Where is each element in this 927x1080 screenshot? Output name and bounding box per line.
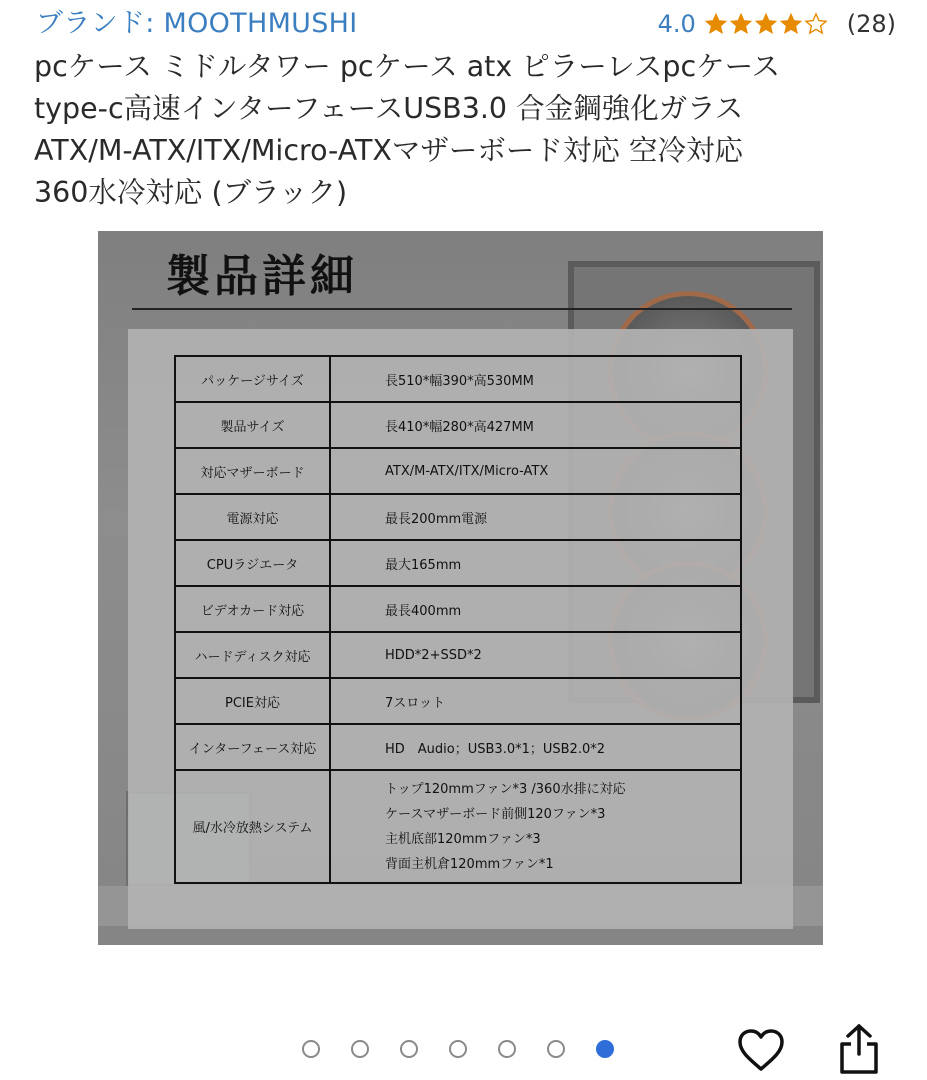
favorite-button[interactable]: [736, 1027, 786, 1073]
star-rating: [704, 12, 829, 36]
title-line: ATX/M-ATX/ITX/Micro-ATXマザーボード対応 空冷対応: [34, 134, 743, 167]
spec-value: HDD*2+SSD*2: [330, 632, 741, 678]
table-row: [175, 586, 741, 632]
table-row: [175, 494, 741, 540]
review-count[interactable]: (28): [846, 10, 896, 38]
spec-value-line: 背面主机倉120mmファン*1: [385, 856, 554, 872]
carousel-dot[interactable]: [302, 1040, 320, 1058]
title-line: pcケース ミドルタワー pcケース atx ピラーレスpcケース: [34, 50, 781, 83]
carousel-dot[interactable]: [400, 1040, 418, 1058]
spec-value-line: ケースマザーボード前側120ファン*3: [385, 806, 606, 822]
carousel-dot[interactable]: [498, 1040, 516, 1058]
spec-label: ビデオカード対応: [175, 586, 330, 632]
spec-value: 最長400mm: [330, 586, 741, 632]
carousel-dot[interactable]: [449, 1040, 467, 1058]
spec-value: ATX/M-ATX/ITX/Micro-ATX: [330, 448, 741, 494]
spec-value: 7スロット: [330, 678, 741, 724]
star-full-icon: [729, 12, 753, 36]
spec-value: HD Audio；USB3.0*1；USB2.0*2: [330, 724, 741, 770]
spec-value: 最大165mm: [330, 540, 741, 586]
carousel-dots: [302, 1038, 645, 1060]
title-line: type-c高速インターフェースUSB3.0 合金鋼強化ガラス: [34, 92, 744, 125]
spec-value: [330, 770, 741, 883]
carousel-dot[interactable]: [547, 1040, 565, 1058]
table-row: [175, 356, 741, 402]
brand-rating-row: [36, 4, 896, 44]
rating-summary[interactable]: [658, 4, 896, 44]
spec-label: インターフェース対応: [175, 724, 330, 770]
star-full-icon: [779, 12, 803, 36]
spec-label: 製品サイズ: [175, 402, 330, 448]
rating-value: 4.0: [657, 10, 696, 38]
star-empty-icon: [804, 12, 828, 36]
spec-table: [174, 355, 742, 884]
table-row: [175, 724, 741, 770]
spec-value: 長510*幅390*高530MM: [330, 356, 741, 402]
heading-divider: [132, 308, 792, 310]
table-row: [175, 770, 741, 883]
table-row: [175, 678, 741, 724]
title-line: 360水冷対応 (ブラック): [34, 176, 348, 209]
share-icon: [834, 1022, 884, 1076]
spec-value-line: 主机底部120mmファン*3: [385, 831, 541, 847]
table-row: [175, 632, 741, 678]
spec-value: 最長200mm電源: [330, 494, 741, 540]
spec-label: 電源対応: [175, 494, 330, 540]
spec-label: 対応マザーボード: [175, 448, 330, 494]
product-image[interactable]: [98, 231, 823, 945]
brand-link[interactable]: ブランド: MOOTHMUSHI: [36, 8, 358, 39]
table-row: [175, 448, 741, 494]
share-button[interactable]: [834, 1022, 884, 1076]
star-full-icon: [704, 12, 728, 36]
image-heading: 製品詳細: [166, 251, 358, 302]
table-row: [175, 540, 741, 586]
spec-value: 長410*幅280*高427MM: [330, 402, 741, 448]
table-row: [175, 402, 741, 448]
spec-label: パッケージサイズ: [175, 356, 330, 402]
spec-label: CPUラジエータ: [175, 540, 330, 586]
carousel-dot[interactable]: [596, 1040, 614, 1058]
spec-label: PCIE対応: [175, 678, 330, 724]
spec-value-line: トップ120mmファン*3 /360水排に対応: [385, 781, 626, 797]
carousel-dot[interactable]: [351, 1040, 369, 1058]
star-full-icon: [754, 12, 778, 36]
spec-label: 風/水冷放熱システム: [175, 770, 330, 883]
heart-icon: [736, 1027, 786, 1073]
spec-label: ハードディスク対応: [175, 632, 330, 678]
product-title: [34, 46, 894, 214]
